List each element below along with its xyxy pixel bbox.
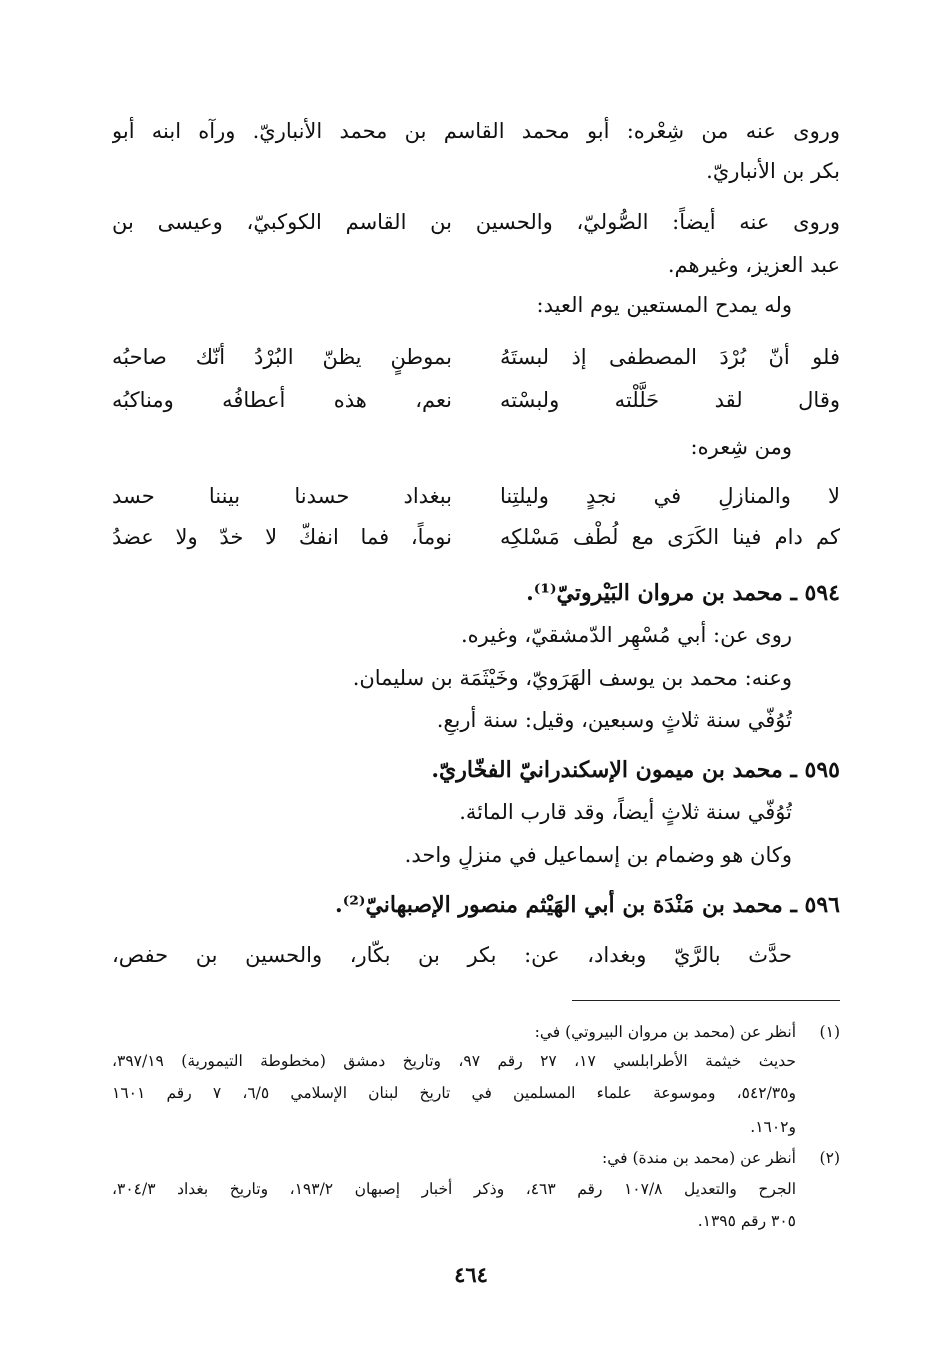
body-line: تُوُفّي سنة ثلاثٍ وسبعين، وقيل: سنة أربعٍ. [436,708,792,732]
footnote-line: ٣٠٥ رقم ١٣٩٥. [697,1212,796,1230]
footnote-line: الجرح والتعديل ١٠٧/٨ رقم ٤٦٣، وذكر أخبار إصبهان ١٩٣/٢، وتاريخ بغداد ٣٠٤/٣، [112,1180,796,1198]
body-line: وروى عنه من شِعْره: أبو محمد القاسم بن محمد الأنباريّ. ورآه ابنه أبو [112,119,840,143]
body-line: بكر بن الأنباريّ. [706,159,840,183]
verse-hemistich: ببغداد حسدنا بيننا حسد [112,484,452,508]
verse-hemistich: فلو أنّ بُرْدَ المصطفى إذ لبستَهُ [500,345,840,369]
footnote-line: و١٦٠٢. [750,1118,796,1136]
body-line: حدَّث بالرَّيّ وبغداد، عن: بكر بن بكّار، والحسين بن حفص، [112,943,792,967]
body-line: وروى عنه أيضاً: الصُّوليّ، والحسين بن القاسم الكوكبيّ، وعيسى بن [112,210,840,234]
body-line: وعنه: محمد بن يوسف الهَرَويّ، وخَيْثَمَة بن سليمان. [352,666,792,690]
footnote-line: حديث خيثمة الأطرابلسي ١٧، ٢٧ رقم ٩٧، وتاريخ دمشق (مخطوطة التيمورية) ٣٩٧/١٩، [112,1052,796,1070]
page-number: ٤٦٤ [454,1262,488,1287]
body-line: وله يمدح المستعين يوم العيد: [536,293,792,317]
verse-hemistich: نعم، هذه أعطافُه ومناكبُه [112,388,452,412]
entry-heading: ٥٩٦ ـ محمد بن مَنْدَة بن أبي الهَيْثم منصور الإصبهانيّ⁽²⁾. [335,892,840,918]
verse-hemistich: لا والمنازلِ في نجدٍ وليلتِنا [500,484,840,508]
footnote-divider [572,1000,840,1001]
verse-line [112,520,840,554]
footnote-number: (١) [819,1023,840,1041]
verse-hemistich: بموطنٍ يظنّ البُرْدُ أنّك صاحبُه [112,345,452,369]
entry-heading: ٥٩٥ ـ محمد بن ميمون الإسكندرانيّ الفخّاريّ. [431,757,840,783]
footnote-number: (٢) [819,1149,840,1167]
verse-line [112,383,840,417]
verse-hemistich: نوماً، فما انفكّ لا خدّ ولا عضدُ [112,525,452,549]
footnote [112,1146,840,1171]
body-line: ومن شِعره: [690,435,792,459]
footnote-line: و٥٤٢/٣٥، وموسوعة علماء المسلمين في تاريخ لبنان الإسلامي ٦/٥، ٧ رقم ١٦٠١ [112,1084,796,1102]
verse-hemistich: وقال لقد حَلَّلْته ولبسْته [500,388,840,412]
body-line: روى عن: أبي مُسْهِر الدّمشقيّ، وغيره. [461,623,792,647]
entry-heading: ٥٩٤ ـ محمد بن مروان البَيْروتيّ⁽¹⁾. [526,580,840,606]
footnote-lead: أنظر عن (محمد بن مندة) في: [602,1149,796,1167]
footnote-lead: أنظر عن (محمد بن مروان البيروتي) في: [534,1023,796,1041]
body-line: تُوُفّي سنة ثلاثٍ أيضاً، وقد قارب المائة. [459,800,792,824]
verse-line [112,479,840,513]
body-line: وكان هو وضمام بن إسماعيل في منزلٍ واحد. [404,843,792,867]
body-line: عبد العزيز، وغيرهم. [667,253,840,277]
footnote [112,1020,840,1045]
verse-line [112,340,840,374]
verse-hemistich: كم دام فينا الكَرَى مع لُطْف مَسْلكِه [500,525,840,549]
